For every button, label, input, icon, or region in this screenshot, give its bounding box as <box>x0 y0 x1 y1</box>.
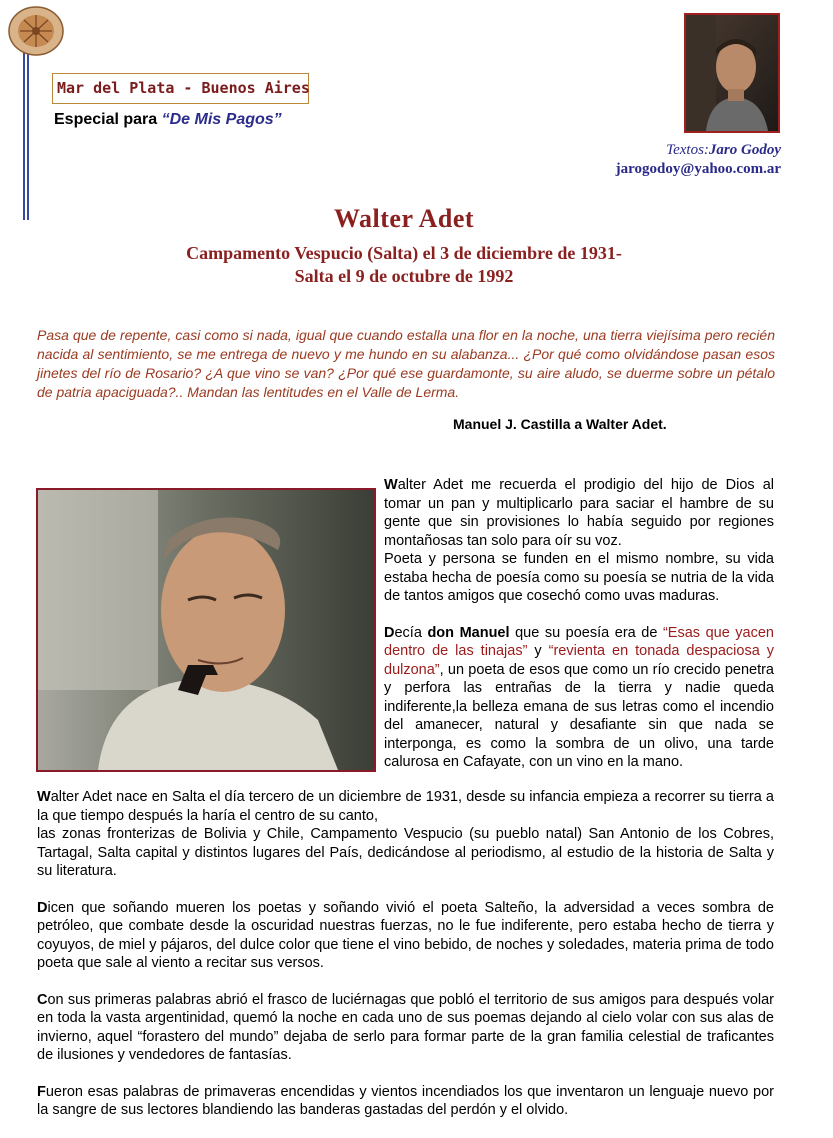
paragraph-text: alter Adet me recuerda el prodigio del hijo de Dios al tomar un pan y multiplicarlo para saciar el hambre de su gente que sin provisiones lo había seguido por regiones montañosas tan solo para oír su voz. <box>384 477 774 549</box>
paragraph-quote-red: “Esas que yacen dentro de las tinajas” <box>384 624 774 659</box>
paragraph-text: icen que soñando mueren los poetas y soñando vivió el poeta Salteño, la adversidad a veces sombra de petróleo, que combate desde la oscuridad nuestras fuerzas, no le fue indiferente, pero estaba hecho de tierra y coyuyos, de miel y pájaros, del dulce color que tiene el vino bebido, de noches y soledades, materia prima de todo poeta que sale al viento a recitar sus versos. <box>37 899 774 971</box>
paragraph-text: on sus primeras palabras abrió el frasco de luciérnagas que pobló el territorio de sus amigos para después volar en toda la vasta argentinidad, quemó la noche en cada uno de sus poemas dejando al cielo volar con sus alas de invierno, aquel “forastero del mundo” dejaba de serlo para formar parte de la gran familia celestial de traficantes de ilusiones y vendedores de fantasías. <box>37 991 774 1063</box>
walter-adet-photo <box>36 488 376 772</box>
paragraph <box>37 788 774 825</box>
body-column-full <box>37 788 774 1138</box>
paragraph-initial: F <box>37 1083 46 1100</box>
paragraph-initial: W <box>37 789 51 805</box>
paragraph-text: Poeta y persona se funden en el mismo nombre, su vida estaba hecha de poesía como su poesía se nutria de la vida de tantos amigos que cosechó como uvas maduras. <box>384 551 774 604</box>
credits-line <box>616 141 781 160</box>
paragraph-text: y <box>527 643 549 659</box>
paragraph-quote-red: “revienta en tonada despaciosa y dulzona” <box>384 643 774 678</box>
location-box <box>52 73 309 104</box>
location-text: Mar del Plata - Buenos Aires <box>57 79 310 97</box>
credits-author: Jaro Godoy <box>708 142 781 158</box>
paragraph-initial: D <box>37 899 48 916</box>
credits-label: Textos: <box>666 142 709 158</box>
paragraph <box>384 550 774 606</box>
especial-publication-name: “De Mis Pagos” <box>161 111 282 128</box>
paragraph-text: ueron esas palabras de primaveras encendidas y vientos incendiados los que inventaron un lenguaje nuevo por la sangre de sus lectores blandiendo las banderas gastadas del perdón y el olvido. <box>37 1083 774 1118</box>
subtitle-line-1: Campamento Vespucio (Salta) el 3 de diciembre de 1931- <box>186 243 622 263</box>
paragraph-text: ecía <box>394 624 428 641</box>
epigraph-quote: Pasa que de repente, casi como si nada, igual que cuando estalla una flor en la noche, una tierra viejísima pero recién nacida al sentimiento, se me entrega de nuevo y me hundo en su alabanza... ¿Por qué como olvidándose pasan esos jinetes del río de Rosario? ¿A que vino se van? ¿Por qué ese guardamonte, su aire aludo, se duerme sobre un pétalo de patria apaciguada?.. Mandan las lentitudes en el Valle de Lerma. <box>37 327 775 400</box>
publication-logo <box>2 3 64 59</box>
paragraph-initial: C <box>37 991 48 1008</box>
paragraph <box>37 899 774 973</box>
paragraph <box>384 624 774 772</box>
paragraph <box>384 476 774 550</box>
paragraph-initial: W <box>384 477 398 493</box>
especial-line <box>54 111 282 129</box>
quote-attribution: Manuel J. Castilla a Walter Adet. <box>453 416 667 432</box>
credits-block <box>616 141 781 179</box>
paragraph <box>37 825 774 881</box>
paragraph-text: las zonas fronterizas de Bolivia y Chile, Campamento Vespucio (su pueblo natal) San Antonio de los Cobres, Tartagal, Salta capital y distintos lugares del País, dedicándose al periodismo, al estudio de la historia de Salta y su literatura. <box>37 826 774 879</box>
subtitle-line-2: Salta el 9 de octubre de 1992 <box>294 266 514 286</box>
paragraph-text: alter Adet nace en Salta el día tercero de un diciembre de 1931, desde su infancia empieza a recorrer su tierra a la que tiempo después la haría el centro de su canto, <box>37 789 774 824</box>
paragraph-bold: don Manuel <box>427 624 510 641</box>
credits-email[interactable]: jarogodoy@yahoo.com.ar <box>615 161 781 177</box>
paragraph-initial: D <box>384 624 395 641</box>
especial-prefix: Especial para <box>54 111 162 128</box>
body-column-right <box>384 476 774 790</box>
paragraph-text: que su poesía era de <box>509 624 663 641</box>
author-photo <box>684 13 780 133</box>
paragraph <box>37 991 774 1065</box>
paragraph-text: , un poeta de esos que como un río crecido penetra y perfora las entrañas de la tierra y nadie queda indiferente,la belleza emana de sus letras como el incendio del amanecer, natural y desafiante sin que nada se interponga, es como la sombra de un olivo, una tarde calurosa en Cafayate, con un vino en la mano. <box>384 661 774 770</box>
article-title: Walter Adet <box>333 204 475 233</box>
article-subtitle <box>0 242 808 288</box>
paragraph <box>37 1083 774 1120</box>
